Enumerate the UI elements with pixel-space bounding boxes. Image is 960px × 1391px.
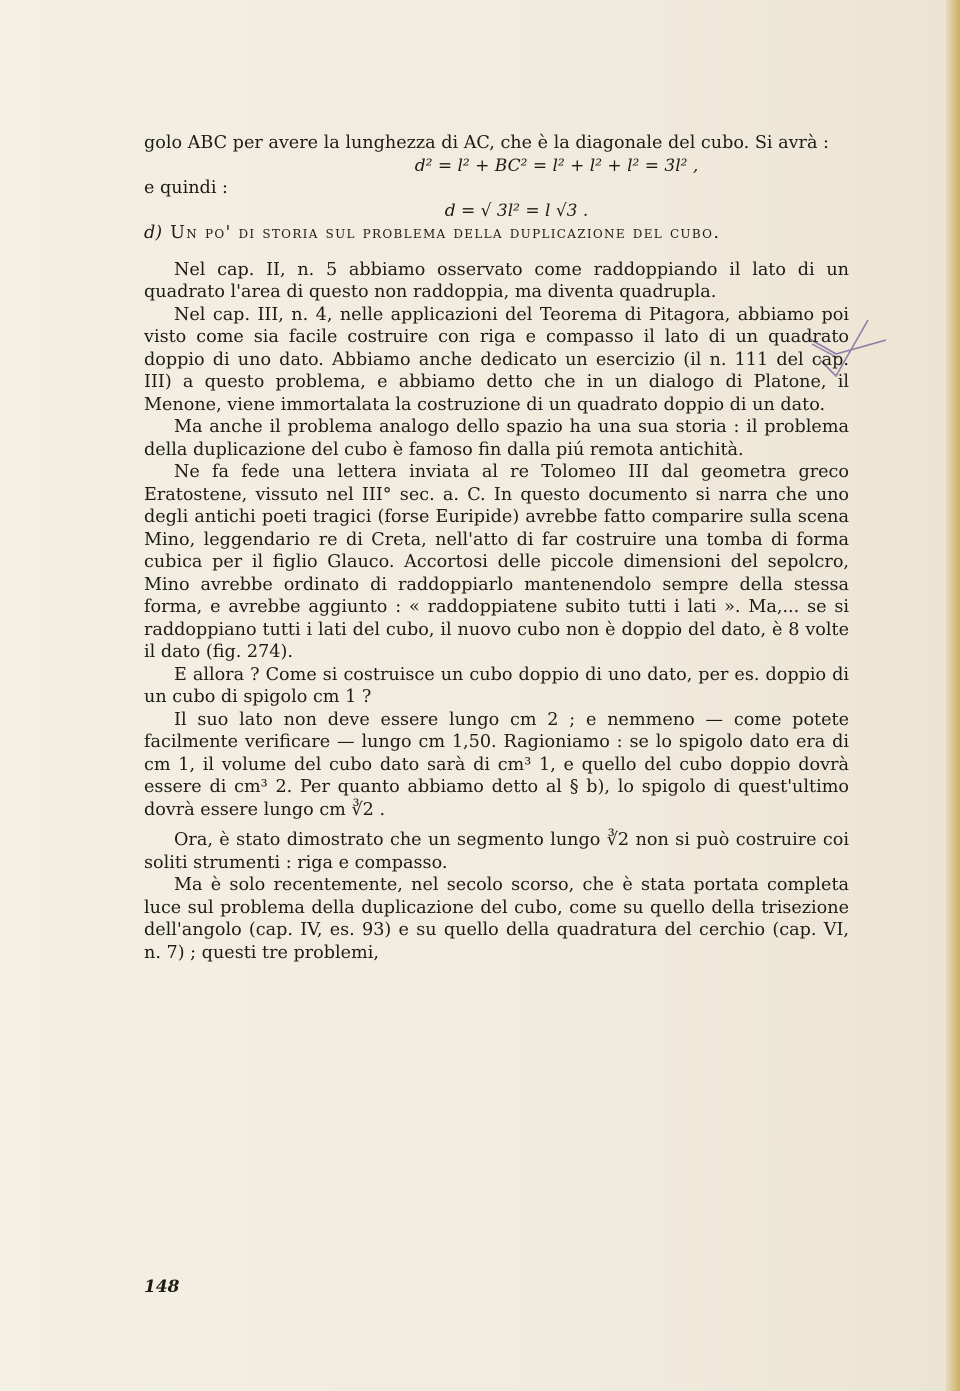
paragraph-cap-ii: Nel cap. II, n. 5 abbiamo osservato come raddoppiando il lato di un quadrato l'area di questo non raddoppia, ma diventa quadrupla. <box>144 259 849 302</box>
paragraph-intro: golo ABC per avere la lunghezza di AC, che è la diagonale del cubo. Si avrà : <box>144 133 829 153</box>
paragraph-cap-iii: Nel cap. III, n. 4, nelle applicazioni del Teorema di Pitagora, abbiamo poi visto come sia facile costruire con riga e compasso il lato di un quadrato doppio di uno dato. Abbiamo anche dedicato un esercizio (il n. 111 del cap. III) a questo problema, e abbiamo detto che in un dialogo di Platone, il Menone, viene immortalata la costruzione di un quadrato doppio di un dato. <box>144 304 849 415</box>
section-heading <box>144 222 849 245</box>
section-title: Un po' di storia sul problema della duplicazione del cubo. <box>170 223 721 243</box>
page-edge <box>946 0 960 1391</box>
paragraph-storia: Ma anche il problema analogo dello spazio ha una sua storia : il problema della duplicazione del cubo è famoso fin dalla piú remota antichità. <box>144 417 849 460</box>
paragraph-domanda: E allora ? Come si costruisce un cubo doppio di uno dato, per es. doppio di un cubo di spigolo cm 1 ? <box>144 664 849 707</box>
section-letter: d) <box>144 223 163 243</box>
page-body <box>144 132 849 964</box>
paragraph-eratostene: Ne fa fede una lettera inviata al re Tolomeo III dal geometra greco Eratostene, vissuto nel III° sec. a. C. In questo documento si narra che uno degli antichi poeti tragici (forse Euripide) avrebbe fatto comparire sulla scena Mino, leggendario re di Creta, nell'atto di far costruire una tomba di forma cubica per il figlio Glauco. Accortosi delle piccole dimensioni del sepolcro, Mino avrebbe ordinato di raddoppiarlo mantenendolo sempre della stessa forma, e avrebbe aggiunto : « raddoppiatene subito tutti i lati ». Ma,... se si raddoppiano tutti i lati del cubo, il nuovo cubo non è doppio del dato, è 8 volte il dato (fig. 274). <box>144 462 849 662</box>
page-number: 148 <box>144 1277 180 1297</box>
paragraph-recentemente: Ma è solo recentemente, nel secolo scorso, che è stata portata completa luce sul problema della duplicazione del cubo, come su quello della trisezione dell'angolo (cap. IV, es. 93) e su quello della quadratura del cerchio (cap. VI, n. 7) ; questi tre problemi, <box>144 875 849 963</box>
label-quindi: e quindi : <box>144 178 228 198</box>
paragraph-ragioniamo: Il suo lato non deve essere lungo cm 2 ; e nemmeno — come potete facilmente verificare — lungo cm 1,50. Ragioniamo : se lo spigolo dato era di cm 1, il volume del cubo dato sarà di cm³ 1, e quello del cubo doppio dovrà essere di cm³ 2. Per quanto abbiamo detto al § b), lo spigolo di quest'ultimo dovrà essere lungo cm ∛2 . <box>144 709 849 820</box>
equation-diagonal-square: d² = l² + BC² = l² + l² + l² = 3l² , <box>414 155 699 176</box>
equation-diagonal: d = √ 3l² = l √3 . <box>444 200 589 221</box>
paragraph-dimostrato: Ora, è stato dimostrato che un segmento lungo ∛2 non si può costruire coi soliti strumenti : riga e compasso. <box>144 830 849 873</box>
